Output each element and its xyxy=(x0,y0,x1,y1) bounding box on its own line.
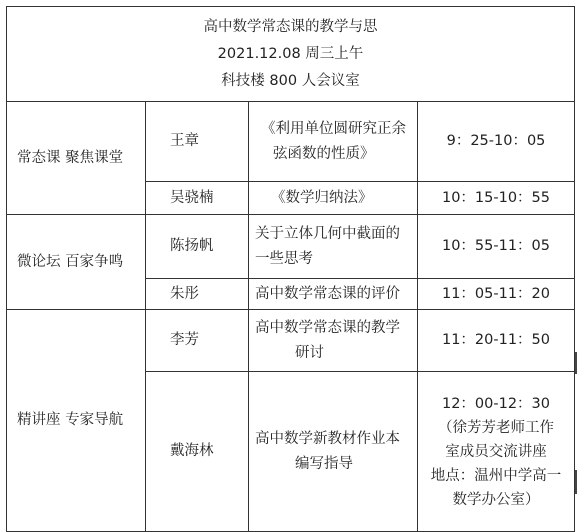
section-label: 精讲座 专家导航 xyxy=(7,310,146,532)
schedule-table xyxy=(6,6,575,532)
table-row xyxy=(7,215,575,279)
talk-topic xyxy=(249,215,418,279)
speaker-name: 李芳 xyxy=(146,310,249,372)
talk-topic-line: 编写指导 xyxy=(295,455,353,472)
talk-time: 10：15-10：55 xyxy=(418,182,575,215)
speaker-name: 陈扬帆 xyxy=(146,215,249,279)
speaker-name: 吴骁楠 xyxy=(146,182,249,215)
talk-topic-line: 一些思考 xyxy=(255,250,313,267)
talk-topic-line: 关于立体几何中截面的 xyxy=(255,225,400,242)
text-cursor-marker xyxy=(575,470,577,494)
talk-topic xyxy=(249,310,418,372)
talk-topic-line: 研讨 xyxy=(295,344,324,361)
event-location: 科技楼 800 人会议室 xyxy=(221,72,360,89)
talk-note-line: 数学办公室） xyxy=(452,491,540,508)
talk-time: 11：05-11：20 xyxy=(418,279,575,310)
talk-topic-line: 《利用单位圆研究正余 xyxy=(261,120,406,137)
talk-topic: 高中数学常态课的评价 xyxy=(249,279,418,310)
header-cell xyxy=(7,7,575,102)
talk-topic xyxy=(249,372,418,532)
speaker-name: 王章 xyxy=(146,102,249,182)
talk-time: 10：55-11：05 xyxy=(418,215,575,279)
talk-topic xyxy=(249,102,418,182)
talk-topic: 《数学归纳法》 xyxy=(249,182,418,215)
event-title: 高中数学常态课的教学与思 xyxy=(203,18,378,35)
talk-note-line: 室成员交流讲座 xyxy=(445,443,547,460)
text-cursor-marker xyxy=(575,352,577,374)
event-datetime: 2021.12.08 周三上午 xyxy=(217,45,364,62)
talk-time: 9：25-10：05 xyxy=(418,102,575,182)
talk-topic-line: 弦函数的性质》 xyxy=(273,145,375,162)
table-row xyxy=(7,102,575,182)
talk-time xyxy=(418,372,575,532)
talk-note-line: （徐芳芳老师工作 xyxy=(438,419,554,436)
speaker-name: 戴海林 xyxy=(146,372,249,532)
talk-time: 11：20-11：50 xyxy=(418,310,575,372)
talk-note-line: 地点：温州中学高一 xyxy=(430,467,562,484)
section-label: 常态课 聚焦课堂 xyxy=(7,102,146,215)
table-row xyxy=(7,310,575,372)
header-row xyxy=(7,7,575,102)
talk-time-line: 12：00-12：30 xyxy=(441,395,551,412)
talk-topic-line: 高中数学常态课的教学 xyxy=(255,319,400,336)
speaker-name: 朱彤 xyxy=(146,279,249,310)
section-label: 微论坛 百家争鸣 xyxy=(7,215,146,310)
talk-topic-line: 高中数学新教材作业本 xyxy=(255,430,400,447)
